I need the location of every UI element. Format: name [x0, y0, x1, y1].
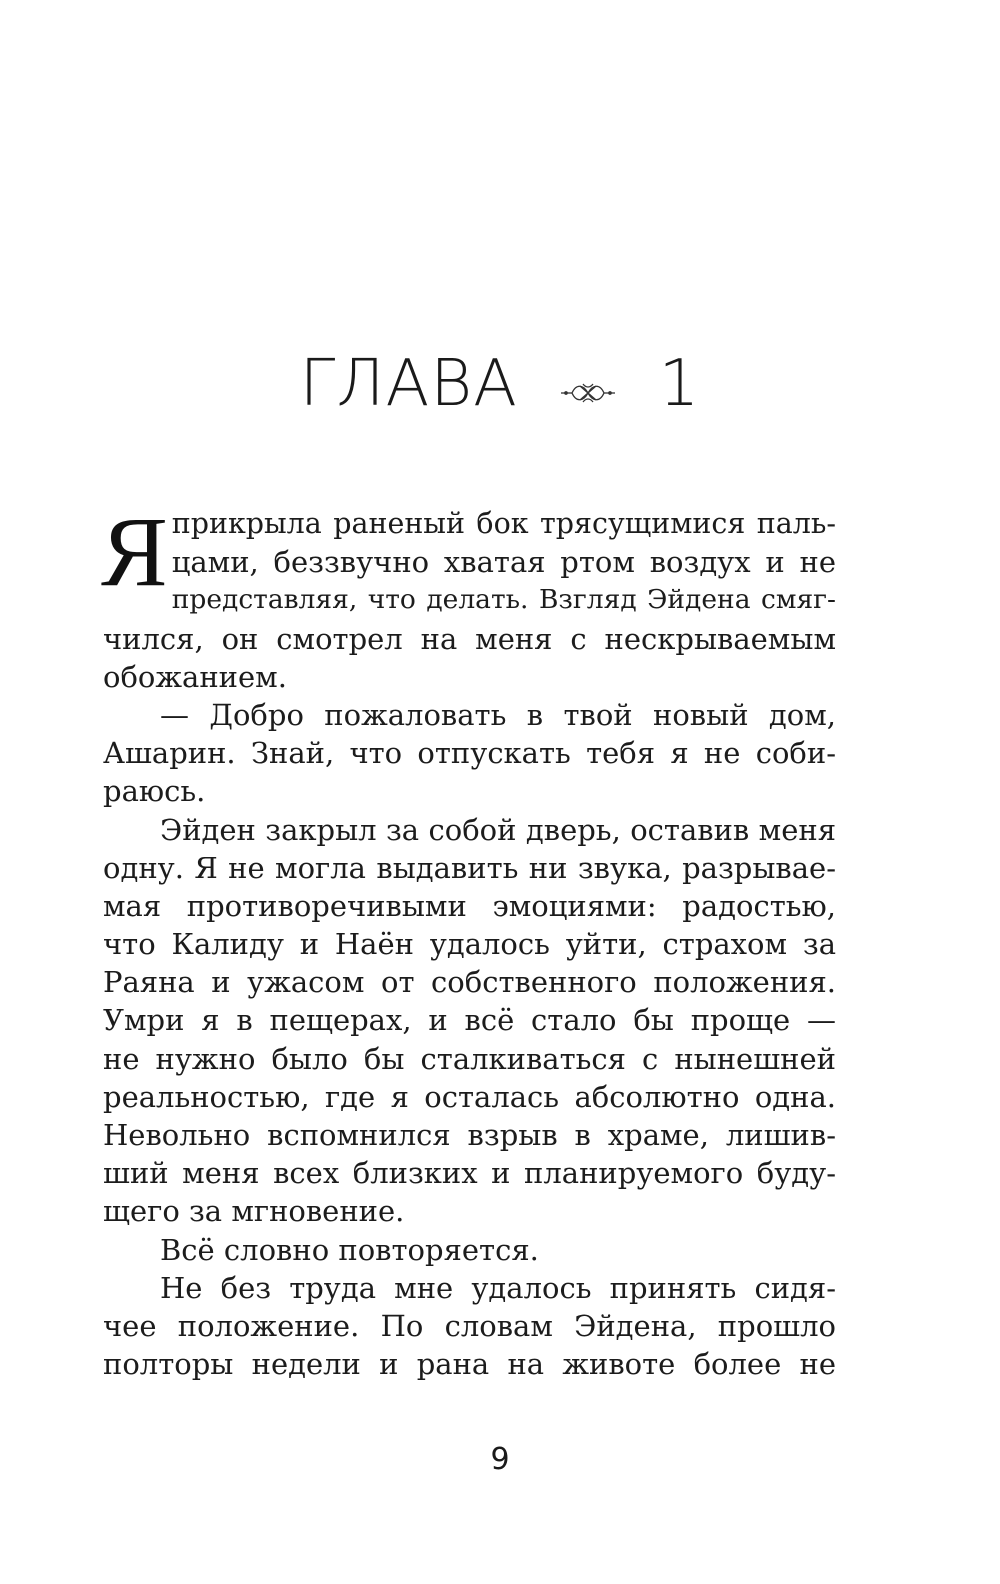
- text-line: не нужно было бы сталкиваться с нынешней: [103, 1041, 836, 1076]
- chapter-label: ГЛАВА: [299, 346, 518, 421]
- text-line: Не без труда мне удалось принять сидя-: [160, 1270, 836, 1305]
- chapter-text: [101, 496, 836, 1383]
- text-line: реальностью, где я осталась абсолютно одна.: [103, 1079, 836, 1114]
- text-line: Раяна и ужасом от собственного положения.: [103, 965, 836, 1000]
- knot-ornament-icon: [561, 344, 615, 424]
- page-number: 9: [490, 1442, 510, 1477]
- text-line: Невольно вспомнился взрыв в храме, лишив-: [103, 1118, 836, 1152]
- text-line: раюсь.: [103, 774, 206, 809]
- chapter-heading: [0, 340, 1000, 424]
- text-line: представляя, что делать. Взгляд Эйдена смяг-: [171, 584, 836, 616]
- text-line: чился, он смотрел на меня с нескрываемым: [103, 621, 836, 656]
- drop-cap: Я: [101, 496, 168, 607]
- text-line: полторы недели и рана на животе более не: [103, 1347, 836, 1382]
- text-line: Ашарин. Знай, что отпускать тебя я не соби-: [103, 736, 836, 771]
- text-line: ший меня всех близких и планируемого буду-: [103, 1156, 836, 1191]
- text-line: Умри я в пещерах, и всё стало бы проще —: [103, 1003, 836, 1038]
- text-line: обожанием.: [103, 659, 287, 694]
- text-line: чее положение. По словам Эйдена, прошло: [103, 1308, 836, 1343]
- text-line: цами, беззвучно хватая ртом воздух и не: [171, 545, 836, 580]
- text-line: Всё словно повторяется.: [160, 1232, 539, 1267]
- text-line: мая противоречивыми эмоциями: радостью,: [103, 888, 836, 923]
- text-line: Эйден закрыл за собой дверь, оставив меня: [160, 812, 836, 847]
- text-line: одну. Я не могла выдавить ни звука, разрывае-: [103, 850, 836, 885]
- text-line: — Добро пожаловать в твой новый дом,: [160, 697, 836, 732]
- text-line: щего за мгновение.: [103, 1194, 405, 1229]
- text-line: что Калиду и Наён удалось уйти, страхом за: [103, 927, 836, 962]
- text-line: прикрыла раненый бок трясущимися паль-: [171, 507, 836, 540]
- chapter-number: 1: [658, 346, 701, 421]
